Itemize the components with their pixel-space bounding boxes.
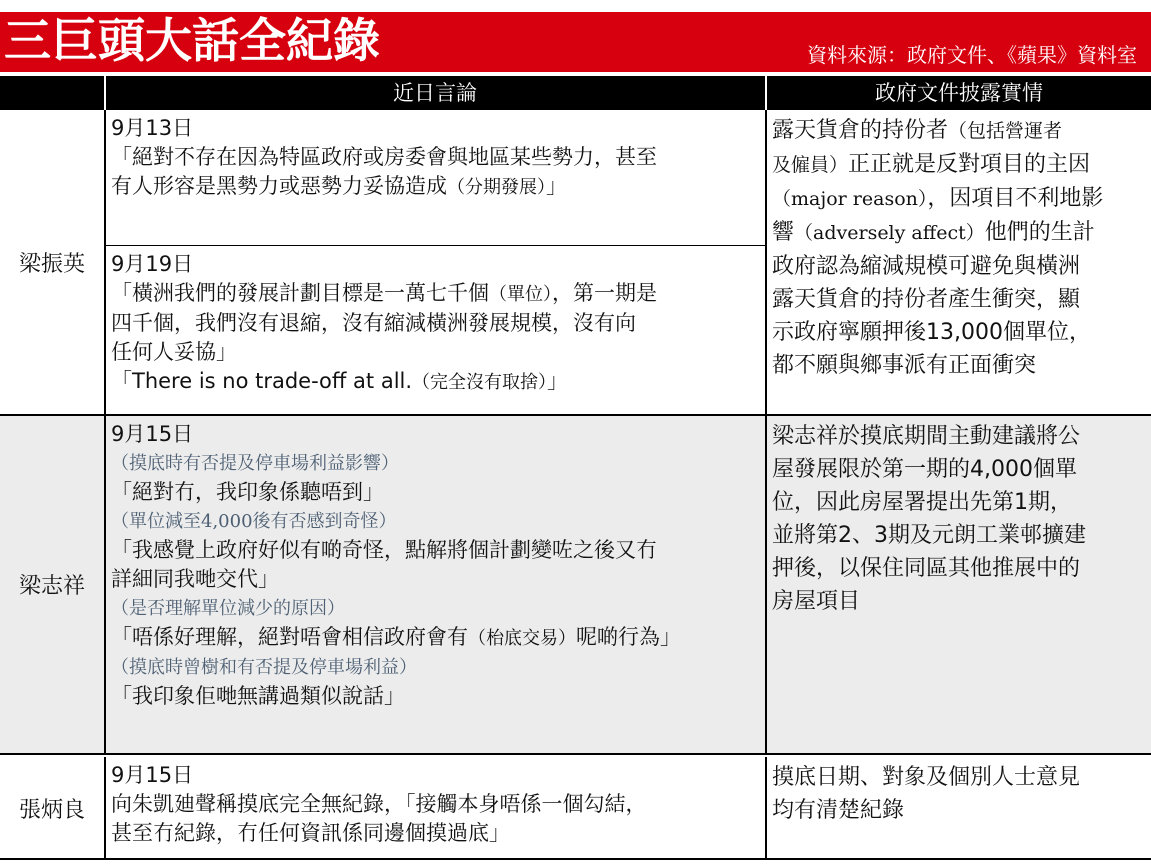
title-banner	[0, 12, 1151, 72]
column-divider	[104, 757, 106, 860]
remark-date: 9月15日	[111, 763, 194, 787]
remark-quote	[111, 172, 763, 202]
person-name: 梁振英	[18, 251, 85, 277]
docs-line: 屋發展限於第一期的4,000個單	[772, 457, 1077, 482]
interview-question: （摸底時曾樹和有否提及停車場利益）	[111, 657, 417, 678]
remark-quote: 「我印象佢哋無講過類似說話」	[111, 684, 405, 708]
docs-line: 都不願與鄉事派有正面衝突	[772, 353, 1037, 378]
remarks-cell	[111, 420, 763, 711]
remarks-cell	[111, 114, 763, 202]
table-header	[0, 76, 1151, 110]
remark-text: 有人形容是黑勢力或惡勢力妥協造成	[111, 174, 447, 198]
remark-quote	[111, 623, 763, 653]
docs-line: 位，因此房屋署提出先第1期，	[772, 490, 1072, 515]
docs-cell	[772, 420, 1146, 618]
remark-quote: 四千個，我們沒有退縮，沒有縮減橫洲發展規模，沒有向	[111, 311, 636, 335]
column-divider	[765, 416, 767, 753]
remark-quote: 任何人妥協」	[111, 340, 237, 364]
column-divider	[765, 757, 767, 860]
remark-quote: 「我感覺上政府好似有啲奇怪，點解將個計劃變咗之後又冇	[111, 538, 657, 562]
docs-line: 押後，以保住同區其他推展中的	[772, 556, 1081, 581]
remarks-cell	[111, 250, 763, 397]
block-divider	[106, 245, 767, 246]
remark-text: 」	[547, 369, 569, 393]
remark-text: ，第一期是	[552, 281, 657, 305]
table-row	[0, 416, 1151, 755]
remark-aside: （完全沒有取捨）	[412, 372, 548, 393]
header-remarks: 近日言論	[393, 81, 477, 105]
remark-text: 呢啲行為」	[576, 625, 681, 649]
docs-text: ，因項目不利地影	[927, 186, 1104, 211]
remark-aside: （枱底交易）	[468, 628, 576, 649]
remark-quote: 甚至冇紀錄，冇任何資訊係同邊個摸過底」	[111, 821, 510, 845]
docs-line	[772, 216, 1146, 250]
docs-line: 示政府寧願押後13,000個單位，	[772, 320, 1091, 345]
remark-aside: （分期發展）	[447, 177, 546, 198]
remark-quote: 「絕對不存在因為特區政府或房委會與地區某些勢力，甚至	[111, 145, 657, 169]
interview-question: （摸底時有否提及停車場利益影響）	[111, 453, 399, 474]
column-divider	[104, 110, 106, 414]
docs-cell	[772, 114, 1146, 382]
docs-line	[772, 182, 1146, 216]
source-note: 資料來源：政府文件、《蘋果》資料室	[807, 43, 1137, 67]
docs-aside: （major reason）	[772, 188, 928, 210]
docs-line: 露天貨倉的持份者產生衝突，顯	[772, 287, 1081, 312]
header-docs: 政府文件披露實情	[875, 81, 1043, 105]
remark-text: 「橫洲我們的發展計劃目標是一萬七千個	[111, 281, 489, 305]
docs-aside: （包括營運者	[948, 120, 1063, 142]
column-divider	[104, 416, 106, 753]
person-name: 張炳良	[18, 798, 85, 823]
remark-date: 9月15日	[111, 422, 194, 446]
remark-date: 9月19日	[111, 252, 194, 276]
docs-line: 政府認為縮減規模可避免與橫洲	[772, 254, 1081, 279]
docs-text: 響	[772, 220, 795, 245]
remark-quote	[111, 367, 763, 397]
remark-aside: （單位）	[489, 284, 552, 305]
column-divider	[765, 110, 767, 414]
docs-cell	[772, 761, 1146, 827]
remark-quote: 「絕對冇，我印象係聽唔到」	[111, 480, 384, 504]
docs-text: 正正就是反對項目的主因	[848, 152, 1091, 177]
docs-line: 均有清楚紀錄	[772, 798, 905, 823]
table-row	[0, 757, 1151, 860]
remark-quote: 詳細同我哋交代」	[111, 567, 279, 591]
top-margin	[0, 0, 1151, 12]
docs-aside: 及僱員）	[772, 154, 849, 176]
table-bottom-border	[0, 858, 1151, 860]
table-row	[0, 110, 1151, 416]
docs-line: 梁志祥於摸底期間主動建議將公	[772, 424, 1081, 449]
person-name: 梁志祥	[18, 574, 85, 599]
remark-text: 「唔係好理解，絕對唔會相信政府會有	[111, 625, 468, 649]
docs-line	[772, 114, 1146, 148]
header-name-cell	[0, 76, 104, 110]
docs-line: 並將第2、3期及元朗工業邨擴建	[772, 523, 1086, 548]
docs-line	[772, 148, 1146, 182]
docs-aside: （adversely affect）	[794, 222, 985, 244]
remark-date: 9月13日	[111, 116, 194, 140]
page-title: 三巨頭大話全紀錄	[4, 14, 380, 69]
docs-text: 他們的生計	[984, 220, 1095, 245]
remark-text: 」	[546, 174, 567, 198]
remark-quote: 向朱凱廸聲稱摸底完全無紀錄，「接觸本身唔係一個勾結，	[111, 792, 647, 816]
interview-question: （單位減至4,000後有否感到奇怪）	[111, 511, 397, 532]
remark-quote	[111, 279, 763, 309]
docs-text: 露天貨倉的持份者	[772, 118, 949, 143]
docs-line: 房屋項目	[772, 589, 861, 614]
docs-line: 摸底日期、對象及個別人士意見	[772, 765, 1081, 790]
remark-text: 「There is no trade-off at all.	[111, 369, 413, 393]
interview-question: （是否理解單位減少的原因）	[111, 598, 345, 619]
remarks-cell	[111, 761, 763, 848]
